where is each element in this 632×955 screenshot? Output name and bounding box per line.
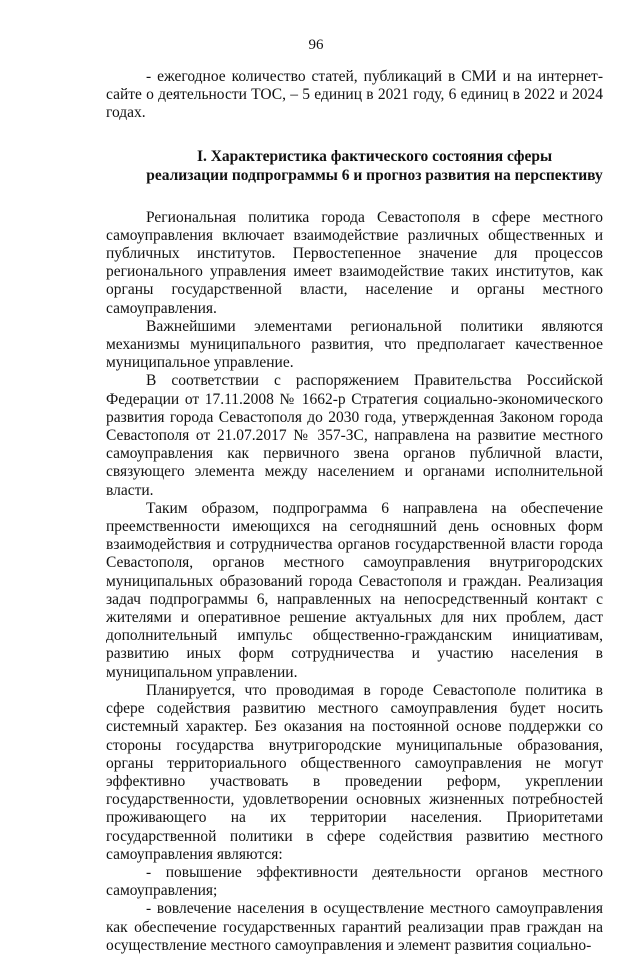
section-heading-line-2: реализации подпрограммы 6 и прогноз развития на перспективу	[146, 166, 603, 184]
intro-list-item: - ежегодное количество статей, публикаций в СМИ и на интернет-сайте о деятельности ТОС, – 5 единиц в 2021 году, 6 единиц в 2022 и 2024 годах.	[106, 68, 603, 122]
document-body	[106, 68, 603, 955]
paragraph-subprogram-6: Таким образом, подпрограмма 6 направлена на обеспечение преемственности имеющихся на сегодняшний день основных форм взаимодействия и сотрудничества органов государственной власти города Севастополя, органов местного самоуправления внутригородских муниципальных образований города Севастополя и граждан. Реализация задач подпрограммы 6, направленных на непосредственный контакт с жителями и оперативное решение актуальных для них проблем, даст дополнительный импульс общественно-гражданским инициативам, развитию иных форм сотрудничества и участию населения в муниципальном управлении.	[106, 499, 603, 681]
section-heading-line-1: I. Характеристика фактического состояния сферы	[196, 147, 553, 165]
paragraph-planned-policy: Планируется, что проводимая в городе Севастополе политика в сфере содействия развитию местного самоуправления будет носить системный характер. Без оказания на постоянной основе поддержки со стороны государства внутригородские муниципальные образования, органы территориального общественного самоуправления не могут эффективно участвовать в проведении реформ, укреплении государственности, удовлетворении основных жизненных потребностей проживающего на их территории населения. Приоритетами государственной политики в сфере содействия развитию местного самоуправления являются:	[106, 681, 603, 863]
paragraph-strategy: В соответствии с распоряжением Правительства Российской Федерации от 17.11.2008 № 1662-р Стратегия социально-экономического развития города Севастополя до 2030 года, утвержденная Законом города Севастополя от 21.07.2017 № 357-ЗС, направлена на развитие местного самоуправления как первичного звена органов публичной власти, связующего элемента между населением и органами исполнительной власти.	[106, 372, 603, 499]
list-item-involvement: - вовлечение населения в осуществление местного самоуправления как обеспечение государственных гарантий реализации прав граждан на осуществление местного самоуправления и элемент развития социально-	[106, 900, 603, 954]
paragraph-municipal-development: Важнейшими элементами региональной политики являются механизмы муниципального развития, что предполагает качественное муниципальное управление.	[106, 317, 603, 372]
paragraph-regional-policy: Региональная политика города Севастополя в сфере местного самоуправления включает взаимодействие различных общественных и публичных институтов. Первостепенное значение для процессов регионального управления имеет взаимодействие таких институтов, как органы государственной власти, население и органы местного самоуправления.	[106, 208, 603, 317]
section-heading	[106, 147, 603, 185]
page-number: 96	[308, 37, 324, 53]
list-item-efficiency: - повышение эффективности деятельности органов местного самоуправления;	[106, 863, 603, 900]
